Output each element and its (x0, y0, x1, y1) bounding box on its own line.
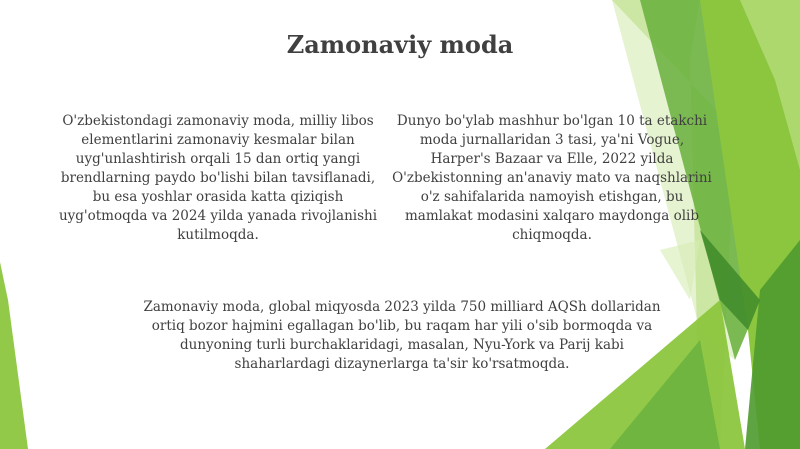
paragraph-bottom: Zamonaviy moda, global miqyosda 2023 yilda 750 milliard AQSh dollaridan ortiq bozor hajmini egallagan bo'lib, bu raqam har yili o'sib bormoqda va dunyoning turli burchaklaridagi, masalan, Nyu-York va Parij kabi shaharlardagi dizaynerlarga ta'sir ko'rsatmoqda. (143, 299, 661, 372)
paragraph-left: O'zbekistondagi zamonaviy moda, milliy libos elementlarini zamonaviy kesmalar bilan uyg'unlashtirish orqali 15 dan ortiq yangi brendlarning paydo bo'lishi bilan tavsiflanadi, bu esa yoshlar orasida katta qiziqish uyg'otmoqda va 2024 yilda yanada rivojlanishi kutilmoqda. (58, 113, 378, 243)
paragraph-right: Dunyo bo'ylab mashhur bo'lgan 10 ta etakchi moda jurnallaridan 3 tasi, ya'ni Vogue, Harper's Bazaar va Elle, 2022 yilda O'zbekistonning an'anaviy mato va naqshlarini o'z sahifalarida namoyish etishgan, bu mamlakat modasini xalqaro maydonga olib chiqmoqda. (392, 113, 712, 243)
slide-title: Zamonaviy moda (286, 30, 514, 59)
